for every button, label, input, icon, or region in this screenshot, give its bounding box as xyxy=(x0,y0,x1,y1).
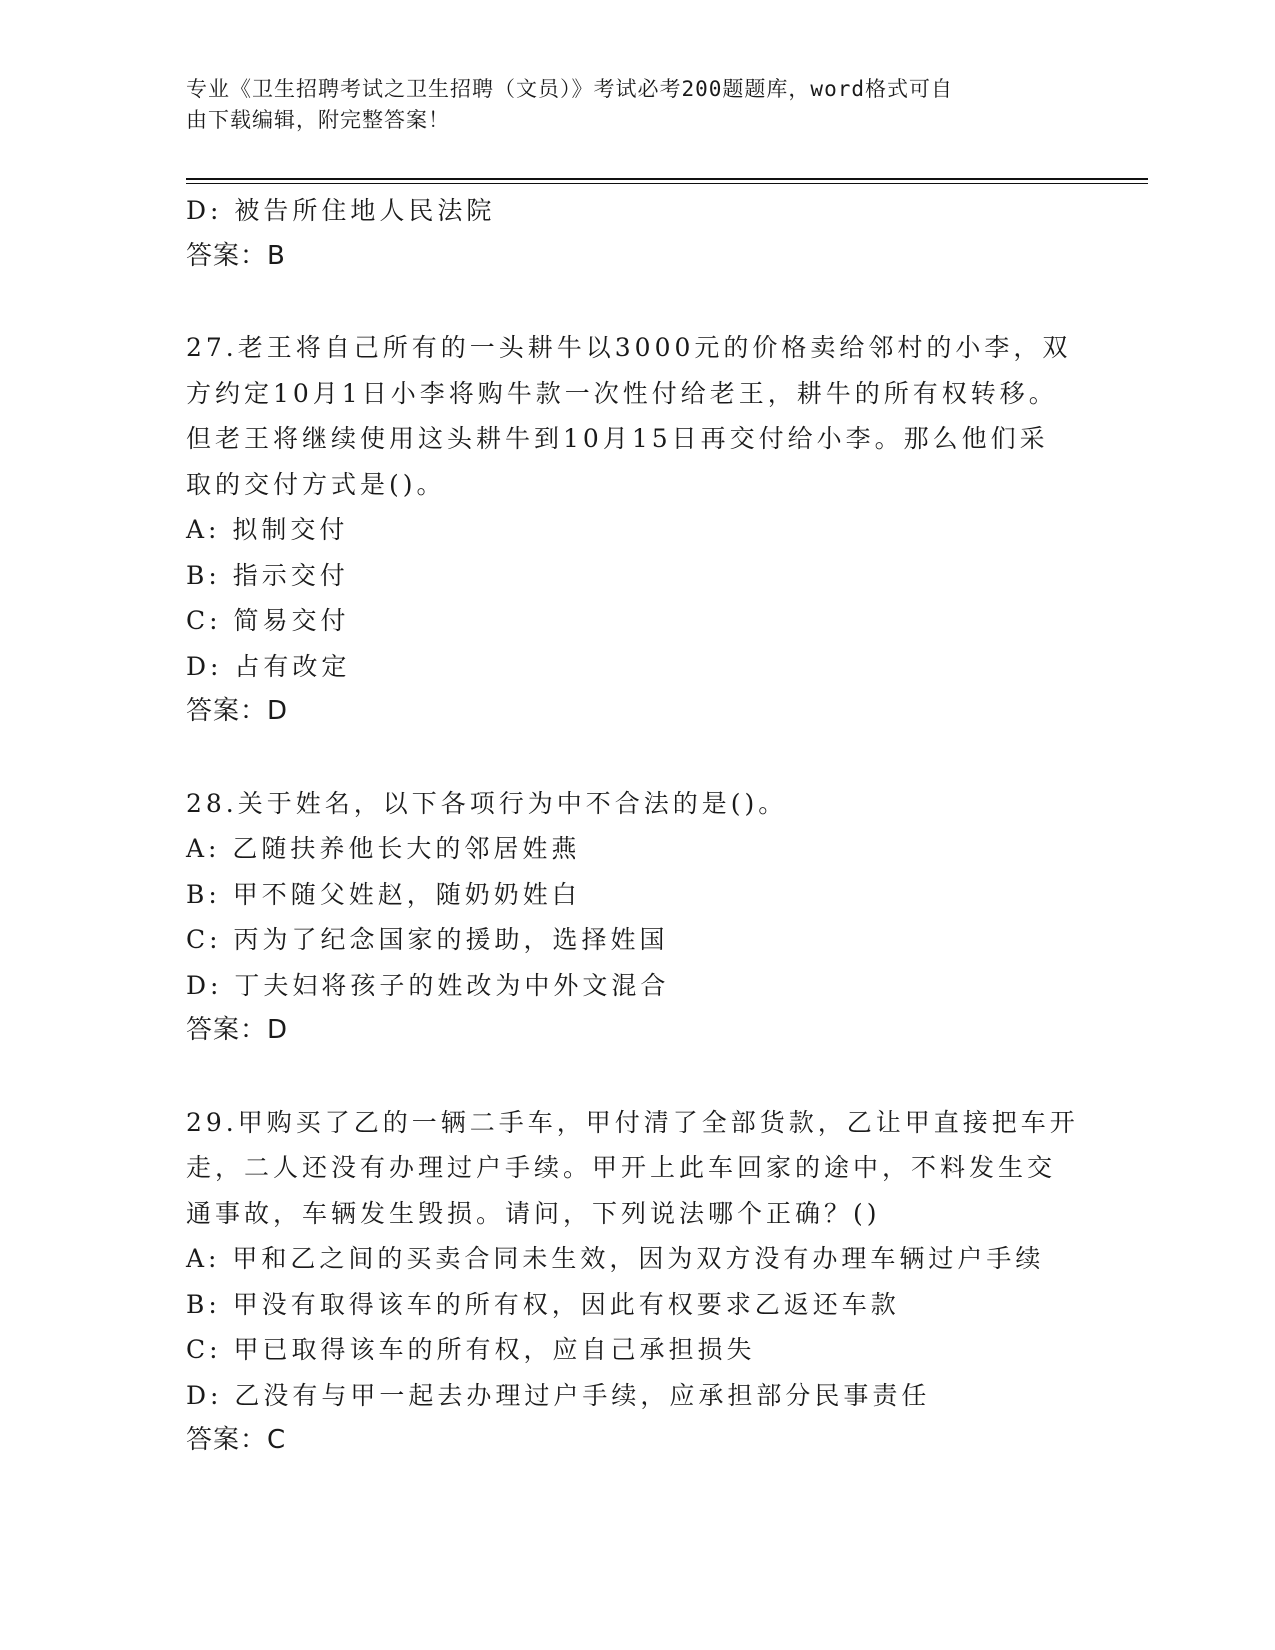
answer-line: 答案：D xyxy=(186,696,289,726)
question-27 xyxy=(186,325,1086,735)
question-text-line: 29.甲购买了乙的一辆二手车，甲付清了全部货款，乙让甲直接把车开 xyxy=(186,1107,1079,1137)
option-d: D: 占有改定 xyxy=(186,651,351,681)
spacer xyxy=(186,1054,1086,1100)
option-a: A: 甲和乙之间的买卖合同未生效，因为双方没有办理车辆过户手续 xyxy=(186,1244,1045,1273)
spacer xyxy=(186,735,1086,781)
document-body xyxy=(186,188,1086,1464)
answer-line: 答案：D xyxy=(186,1015,289,1045)
header-rule-thick xyxy=(186,178,1148,180)
option-d: D: 被告所住地人民法院 xyxy=(186,196,496,225)
option-c: C: 甲已取得该车的所有权，应自己承担损失 xyxy=(186,1335,756,1364)
question-text-line: 走，二人还没有办理过户手续。甲开上此车回家的途中，不料发生交 xyxy=(186,1153,1057,1182)
question-text-line: 但老王将继续使用这头耕牛到10月15日再交付给小李。那么他们采 xyxy=(186,424,1049,453)
option-b: B: 甲没有取得该车的所有权，因此有权要求乙返还车款 xyxy=(186,1289,900,1319)
option-d: D: 丁夫妇将孩子的姓改为中外文混合 xyxy=(186,970,670,1000)
answer-line: 答案：C xyxy=(186,1425,287,1455)
previous-question-tail xyxy=(186,188,1086,279)
option-a: A: 乙随扶养他长大的邻居姓燕 xyxy=(186,834,581,863)
option-c: C: 简易交付 xyxy=(186,606,350,635)
option-a: A: 拟制交付 xyxy=(186,515,349,544)
header-line-1: 专业《卫生招聘考试之卫生招聘（文员）》考试必考200题题库，word格式可自 xyxy=(186,77,953,101)
question-text-line: 28.关于姓名，以下各项行为中不合法的是()。 xyxy=(186,788,788,818)
header-line-2: 由下载编辑，附完整答案！ xyxy=(186,108,450,132)
question-text-line: 取的交付方式是()。 xyxy=(186,469,446,499)
document-header xyxy=(186,74,1086,136)
header-rule-thin xyxy=(186,183,1148,184)
answer-line: 答案：B xyxy=(186,240,286,271)
question-text-line: 方约定10月1日小李将购牛款一次性付给老王，耕牛的所有权转移。 xyxy=(186,378,1058,408)
question-text-line: 通事故，车辆发生毁损。请问，下列说法哪个正确？() xyxy=(186,1198,881,1228)
question-29 xyxy=(186,1100,1086,1464)
option-b: B: 指示交付 xyxy=(186,560,349,590)
option-d: D: 乙没有与甲一起去办理过户手续，应承担部分民事责任 xyxy=(186,1380,931,1410)
option-c: C: 丙为了纪念国家的援助，选择姓国 xyxy=(186,925,669,954)
spacer xyxy=(186,279,1086,325)
option-b: B: 甲不随父姓赵，随奶奶姓白 xyxy=(186,879,581,909)
question-text-line: 27.老王将自己所有的一头耕牛以3000元的价格卖给邻村的小李，双 xyxy=(186,333,1072,362)
question-28 xyxy=(186,781,1086,1054)
